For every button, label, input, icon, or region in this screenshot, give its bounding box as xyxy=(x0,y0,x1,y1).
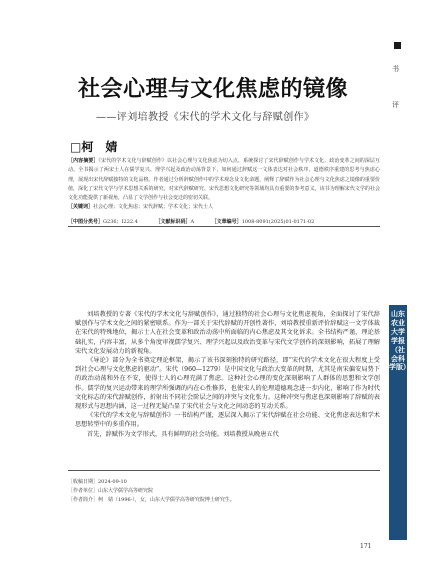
article-subtitle: ——评刘培教授《宋代的学术文化与辞赋创作》 xyxy=(96,112,315,123)
abstract-label: ［内容摘要］ xyxy=(68,158,99,164)
clc-value: G236；I222.4 xyxy=(103,219,138,225)
keywords-label: ［关键词］ xyxy=(68,204,94,211)
keywords-text: 社会心理；文化焦虑；宋代辞赋；学术文化；宋代士人 xyxy=(93,204,214,211)
classification-row xyxy=(68,218,380,225)
page-number: 171 xyxy=(360,543,372,550)
footnote-author-bio: ［作者简介］柯 婧（1996-），女，山东大学儒学高等研究院博士研究生。 xyxy=(68,497,235,503)
clc-label: ［中图分类号］ xyxy=(68,219,104,225)
body-paragraph: 《宋代的学术文化与辞赋创作》一书结构严谨，逐层深入揭示了宋代辞赋在社会功能、文化焦虑表达和学术思想转型中的多重作用。 xyxy=(75,412,380,429)
body-paragraph: 《导论》部分为全书奠定理论框架，揭示了该书深刻独特的研究路径，即“宋代的学术文化在很大程度上受到社会心理与文化焦虑的驱动”。宋代（960—1279）是中国文化与政治大变革的时期，尤其是南宋偏安局势下的政治动荡和外在不安，使得士人的心理充满了焦虑。这种社会心理的变化深刻影响了人群体的思想和文学创作。儒学的复兴运动带来的理学所强调的内在心性修养，也使宋人的伦理道德观念进一步内化，影响了作为时代文化标志的宋代辞赋创作，折射出不同社会阶层之间的冲突与文化张力。这种冲突与焦虑也深刻影响了辞赋的表现形式与思想内涵，这一过程无疑凸显了宋代社会与文化之间动态的互动关系。 xyxy=(75,357,380,411)
article-no-value: 1008-8091(2025)01-0171-02 xyxy=(241,219,315,225)
abstract-text: 《宋代的学术文化与辞赋创作》以社会心理与文化焦虑为切入点，系统探讨了宋代辞赋创作与学术文化、政治变革之间的深层互动。全书揭示了两宋士人在儒学复兴、理学兴起及政治动荡背景下，如何通过辞赋这一文体表达对社会秩序、道德秩序重建的思考与焦虑心理，展现出宋代辞赋独特的文化品格。作者通过分析辞赋创作中的学术观念及文化命题，阐释了辞赋作为社会心理与文化焦虑之镜像的重要价值，深化了宋代文学与学术思想关系的研究，对宋代辞赋研究、宋代思想文化研究等领域均具有重要的参考意义。该书为理解宋代文学的社会文化功能提供了新视角，凸显了文学创作与社会变迁的密切关联。 xyxy=(68,158,380,202)
footnote-affiliation: ［作者单位］山东大学儒学高等研究院 xyxy=(68,488,154,494)
body-text xyxy=(75,310,380,439)
abstract-block xyxy=(68,157,380,213)
doc-code-label: ［文献标识码］ xyxy=(155,219,191,225)
section-label-book: 书 xyxy=(392,65,399,73)
doc-code-value: A xyxy=(190,219,195,225)
abstract-divider xyxy=(68,226,380,227)
article-author: □柯 婧 xyxy=(70,140,118,154)
article-no-label: ［文章编号］ xyxy=(211,219,242,225)
article-title: 社会心理与文化焦虑的镜像 xyxy=(78,76,349,102)
section-marker xyxy=(394,42,401,49)
journal-name: 山东农业大学学报（社会科学版） xyxy=(389,309,410,372)
body-paragraph: 刘培教授的专著《宋代的学术文化与辞赋创作》，通过独特的社会心理与文化焦虑视角，全面探讨了宋代辞赋创作与学术文化之间的紧密联系。作为一部关于宋代辞赋的开创性著作，刘培教授重新评价辞赋这一文学体裁在宋代的特殊地位，揭示士人在社会变革和政治动荡中所面临的内心焦虑及其文化诉求。全书结构严谨，理论基础扎实，内容丰富，从多个角度审视儒学复兴、理学兴起以及政治变革与宋代文学创作的深刻影响，拓展了理解宋代文化发展动力的新视角。 xyxy=(75,311,380,355)
footnote-divider xyxy=(68,470,380,471)
footnotes xyxy=(68,478,368,505)
body-paragraph: 首先，辞赋作为文学形式，具有鲜明的社会功能。刘培教授从晚唐五代 xyxy=(87,430,279,438)
footnote-received: ［收稿日期］2024-09-10 xyxy=(68,479,127,485)
section-label-review: 评 xyxy=(392,101,399,109)
